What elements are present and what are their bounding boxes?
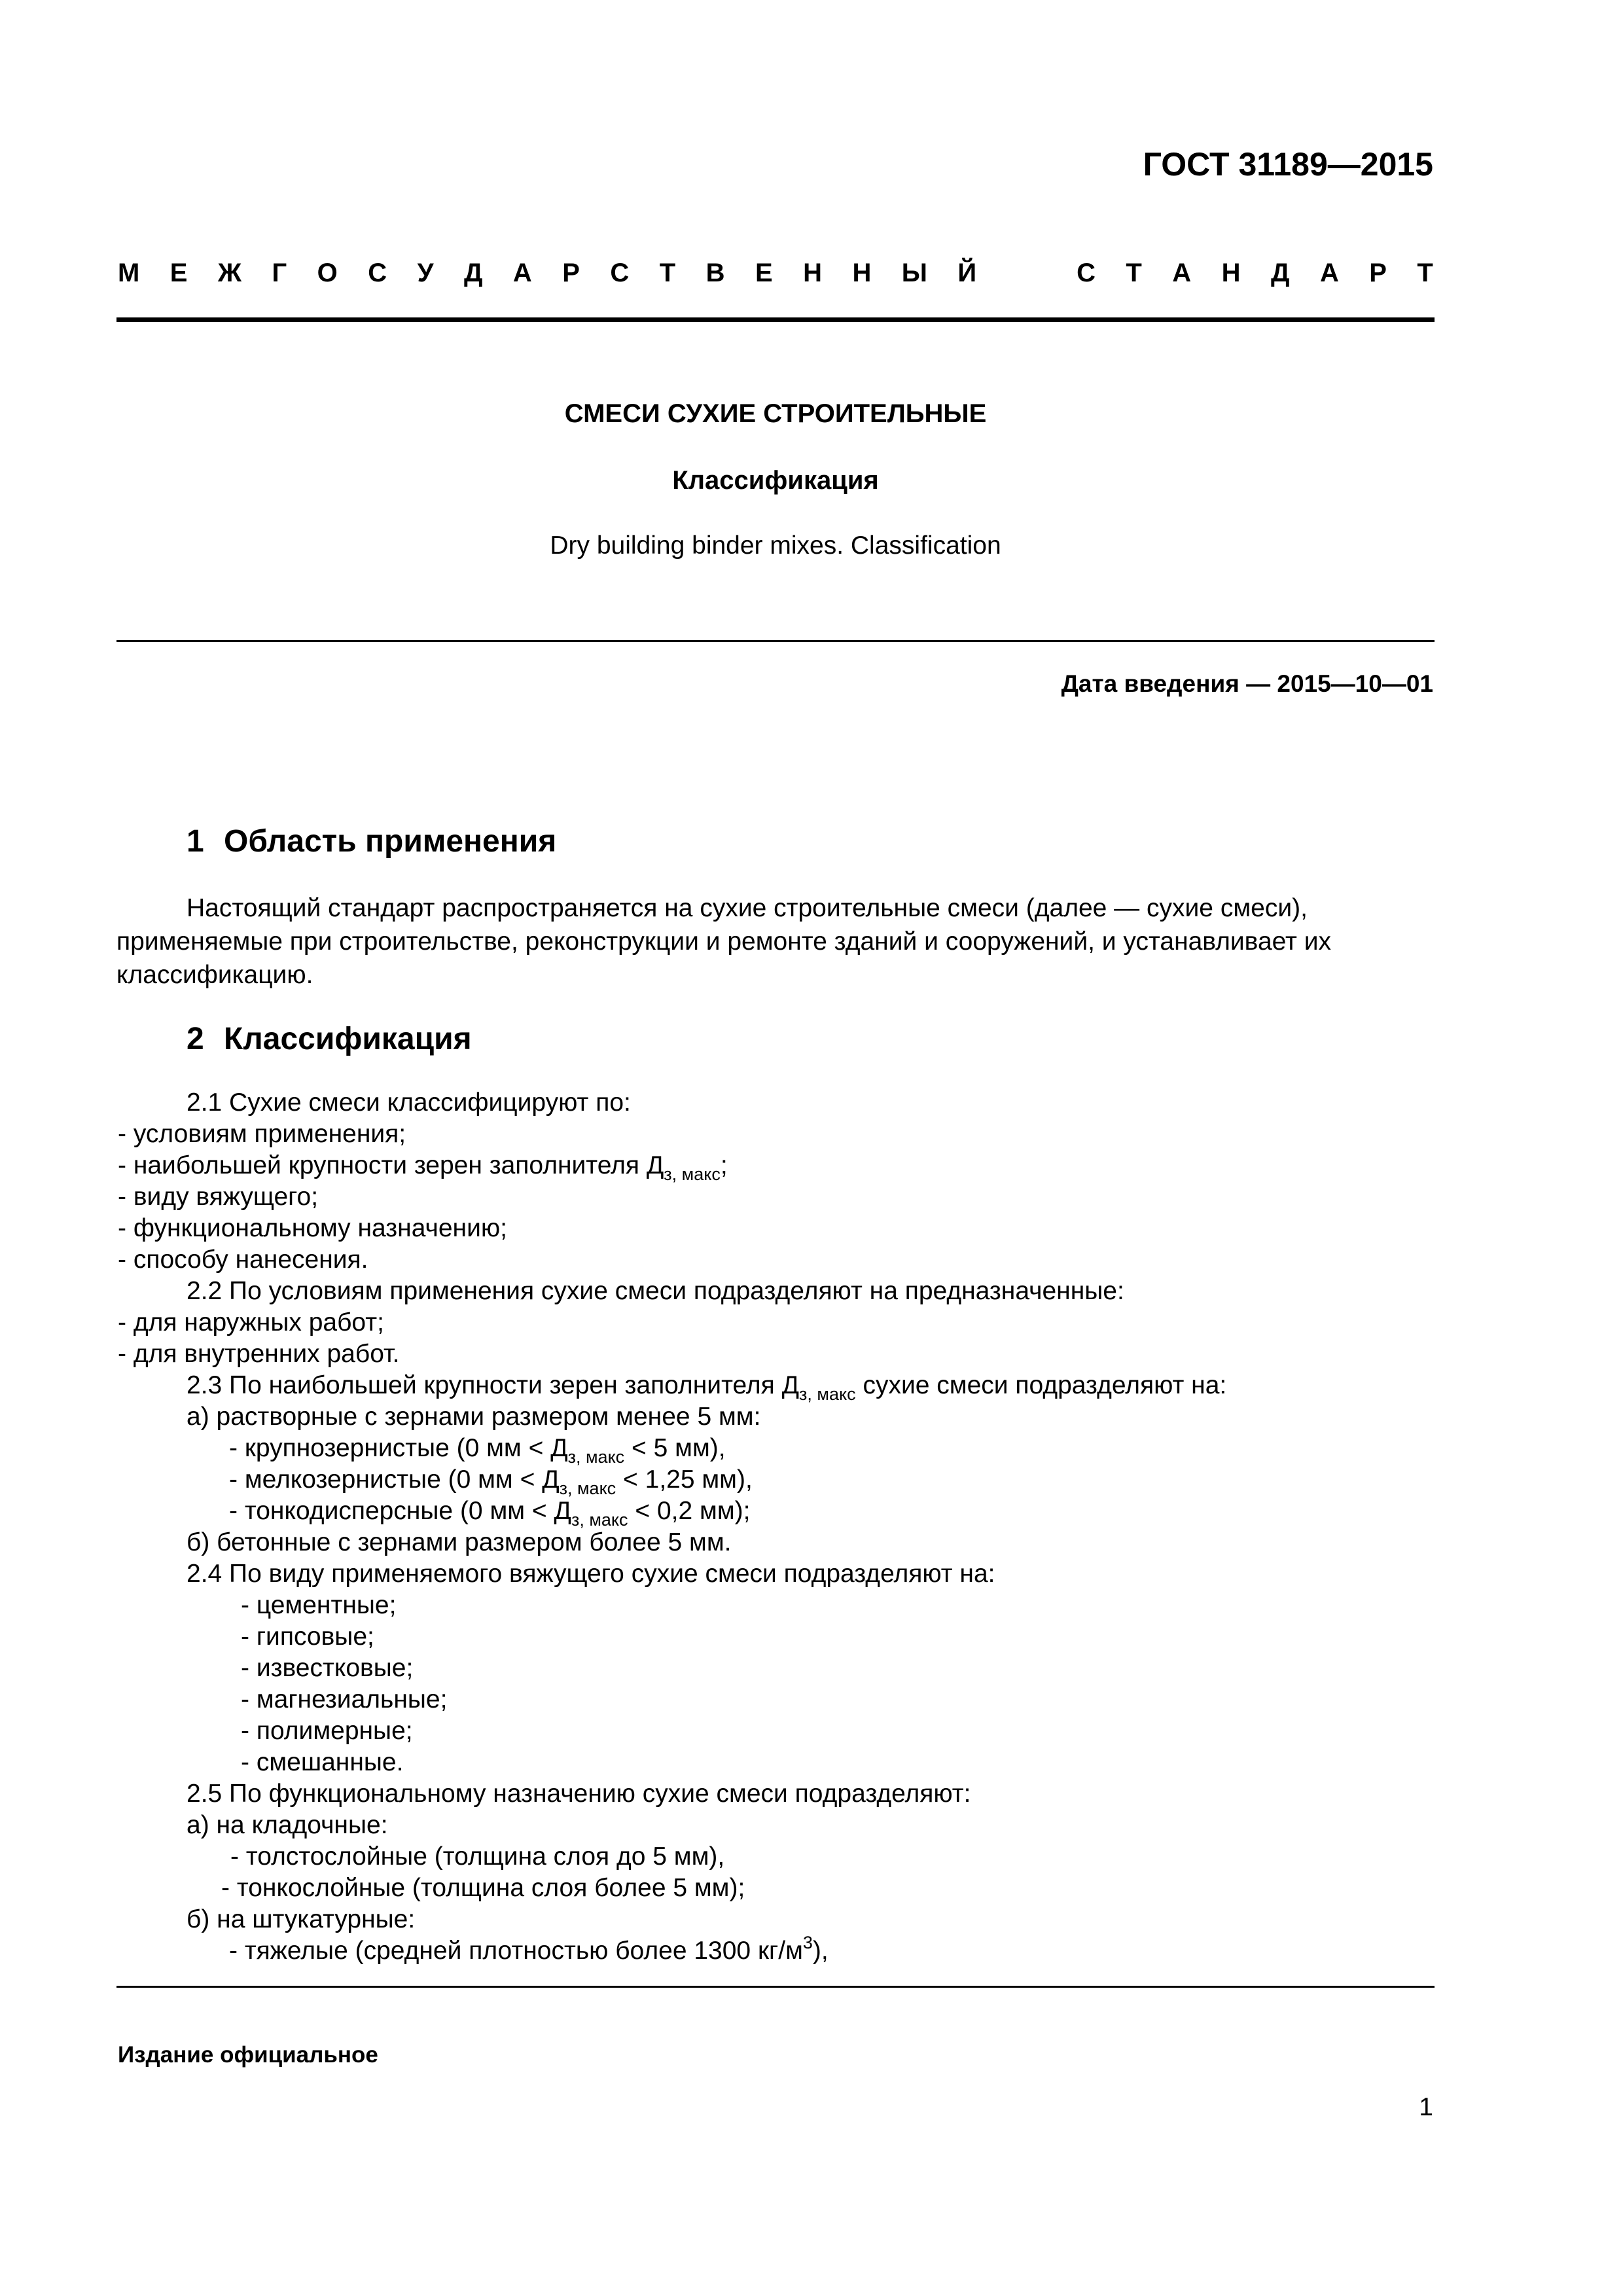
clause-line: 2.1 Сухие смеси классифицируют по: — [187, 1088, 631, 1117]
interstate-standard-banner — [118, 259, 1433, 288]
document-subtitle: Классификация — [672, 466, 879, 495]
official-edition-label: Издание официальное — [118, 2042, 378, 2068]
list-item: - наибольшей крупности зерен заполнителя $Д_{з, макс}$; — [118, 1151, 728, 1184]
list-item: б) на штукатурные: — [187, 1905, 416, 1933]
banner-letter: Ж — [217, 259, 242, 287]
section-number: 1 — [187, 824, 204, 859]
section-2-heading — [187, 1021, 472, 1057]
banner-letter: В — [705, 259, 725, 287]
list-item: - виду вяжущего; — [118, 1183, 319, 1211]
banner-letter: О — [317, 259, 338, 287]
list-item: - цементные; — [241, 1591, 397, 1619]
paragraph-text: Настоящий стандарт распространяется на сухие строительные смеси (далее — сухие смеси), применяемые при строительстве, реконструкции и ремонте зданий и сооружений, и устанавливает их классификацию. — [116, 894, 1332, 989]
page-number: 1 — [1419, 2093, 1433, 2121]
list-item: - мелкозернистые (0 мм < $Д_{з, макс} < 1,25$ мм), — [229, 1465, 753, 1498]
list-item: а) на кладочные: — [187, 1811, 388, 1839]
banner-letter: Р — [1369, 259, 1387, 287]
list-item: - гипсовые; — [241, 1623, 374, 1651]
list-item: - для внутренних работ. — [118, 1340, 400, 1368]
section-1-paragraph — [116, 891, 1435, 992]
banner-letter: Т — [1417, 259, 1433, 287]
header-divider — [116, 317, 1435, 322]
list-item: - крупнозернистые (0 мм < $Д_{з, макс} < 5$ мм), — [229, 1434, 726, 1467]
banner-letter: Е — [755, 259, 773, 287]
banner-letter: С — [610, 259, 630, 287]
banner-letter: Н — [803, 259, 822, 287]
list-item: - смешанные. — [241, 1748, 404, 1776]
banner-letter: Н — [1221, 259, 1241, 287]
banner-letter: Г — [272, 259, 287, 287]
list-item: - известковые; — [241, 1654, 414, 1682]
banner-letter: Н — [852, 259, 872, 287]
banner-letter: Д — [463, 259, 483, 287]
list-item: а) растворные с зернами размером менее 5 мм: — [187, 1403, 761, 1431]
list-item: - тонкодисперсные (0 мм < $Д_{з, макс} < 0,2$ мм); — [229, 1497, 751, 1530]
banner-letter: А — [1319, 259, 1339, 287]
clause-line: 2.3 По наибольшей крупности зерен заполнителя $Д_{з, макс}$ сухие смеси подразделяют на: — [187, 1371, 1227, 1404]
banner-letter: Т — [1126, 259, 1142, 287]
banner-letter: Е — [169, 259, 188, 287]
banner-letter: Й — [957, 259, 977, 287]
list-item: - тяжелые (средней плотностью более 1300 $кг/м^3$), — [229, 1933, 829, 1965]
footer-divider — [116, 1986, 1435, 1988]
list-item: - способу нанесения. — [118, 1246, 368, 1274]
document-title-english: Dry building binder mixes. Classification — [550, 531, 1001, 560]
list-item: - магнезиальные; — [241, 1685, 448, 1713]
list-item: б) бетонные с зернами размером более 5 мм. — [187, 1528, 732, 1556]
title-divider — [116, 640, 1435, 642]
clause-line: 2.2 По условиям применения сухие смеси подразделяют на предназначенные: — [187, 1277, 1124, 1305]
banner-letter: Ы — [901, 259, 927, 287]
section-title: Область применения — [224, 824, 557, 859]
banner-letter: Д — [1270, 259, 1290, 287]
list-item: - для наружных работ; — [118, 1308, 384, 1336]
section-number: 2 — [187, 1022, 204, 1056]
clause-line: 2.4 По виду применяемого вяжущего сухие смеси подразделяют на: — [187, 1560, 995, 1588]
banner-word-gap — [1007, 259, 1046, 288]
banner-letter: А — [1172, 259, 1192, 287]
introduction-date: Дата введения — 2015—10—01 — [1061, 670, 1433, 697]
list-item: - тонкослойные (толщина слоя более 5 мм); — [221, 1874, 745, 1902]
banner-letter: М — [118, 259, 140, 287]
list-item: - условиям применения; — [118, 1120, 406, 1148]
banner-letter: С — [1077, 259, 1096, 287]
section-title: Классификация — [224, 1022, 472, 1056]
clause-line: 2.5 По функциональному назначению сухие смеси подразделяют: — [187, 1780, 971, 1808]
banner-letter: А — [512, 259, 532, 287]
document-title: СМЕСИ СУХИЕ СТРОИТЕЛЬНЫЕ — [564, 399, 987, 428]
standard-number: ГОСТ 31189—2015 — [1143, 146, 1433, 183]
banner-letter: Р — [562, 259, 580, 287]
list-item: - толстослойные (толщина слоя до 5 мм), — [230, 1842, 725, 1871]
list-item: - полимерные; — [241, 1717, 413, 1745]
section-1-heading — [187, 823, 556, 859]
list-item: - функциональному назначению; — [118, 1214, 507, 1242]
banner-letter: С — [368, 259, 387, 287]
banner-letter: У — [417, 259, 434, 287]
banner-letter: Т — [659, 259, 676, 287]
